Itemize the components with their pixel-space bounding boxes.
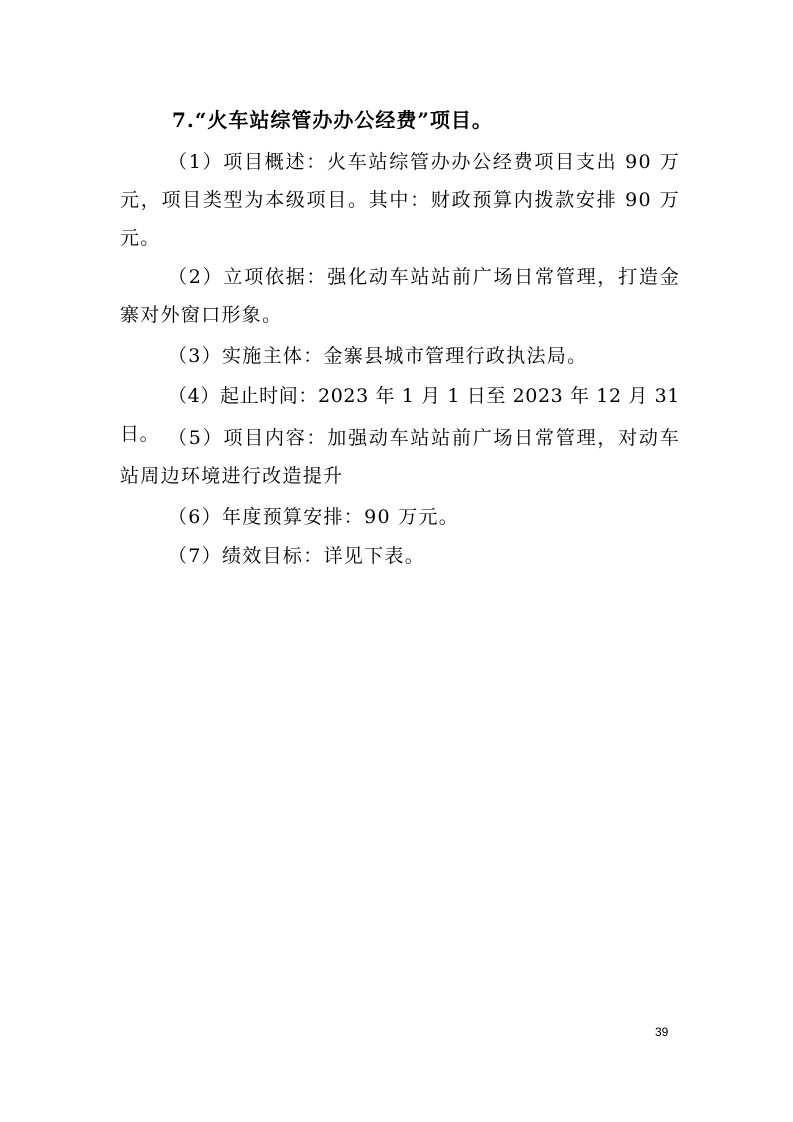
paragraph-project-content: （5）项目内容：加强动车站站前广场日常管理，对动车站周边环境进行改造提升 bbox=[120, 427, 680, 487]
page-number: 39 bbox=[655, 1025, 669, 1039]
paragraph-implementing-entity: （3）实施主体：金寨县城市管理行政执法局。 bbox=[168, 345, 588, 367]
paragraph-time-period: （4）起止时间：2023 年 1 月 1 日至 2023 年 12 月 31 日。 bbox=[120, 385, 680, 445]
paragraph-annual-budget: （6）年度预算安排：90 万元。 bbox=[168, 506, 460, 528]
paragraph-project-overview: （1）项目概述：火车站综管办办公经费项目支出 90 万元，项目类型为本级项目。其中：财政预算内拨款安排 90 万元。 bbox=[120, 151, 680, 249]
paragraph-project-basis: （2）立项依据：强化动车站站前广场日常管理，打造金寨对外窗口形象。 bbox=[120, 266, 680, 326]
section-heading: 7.“火车站综管办办公经费”项目。 bbox=[172, 108, 493, 132]
paragraph-performance-goal: （7）绩效目标：详见下表。 bbox=[168, 545, 425, 567]
